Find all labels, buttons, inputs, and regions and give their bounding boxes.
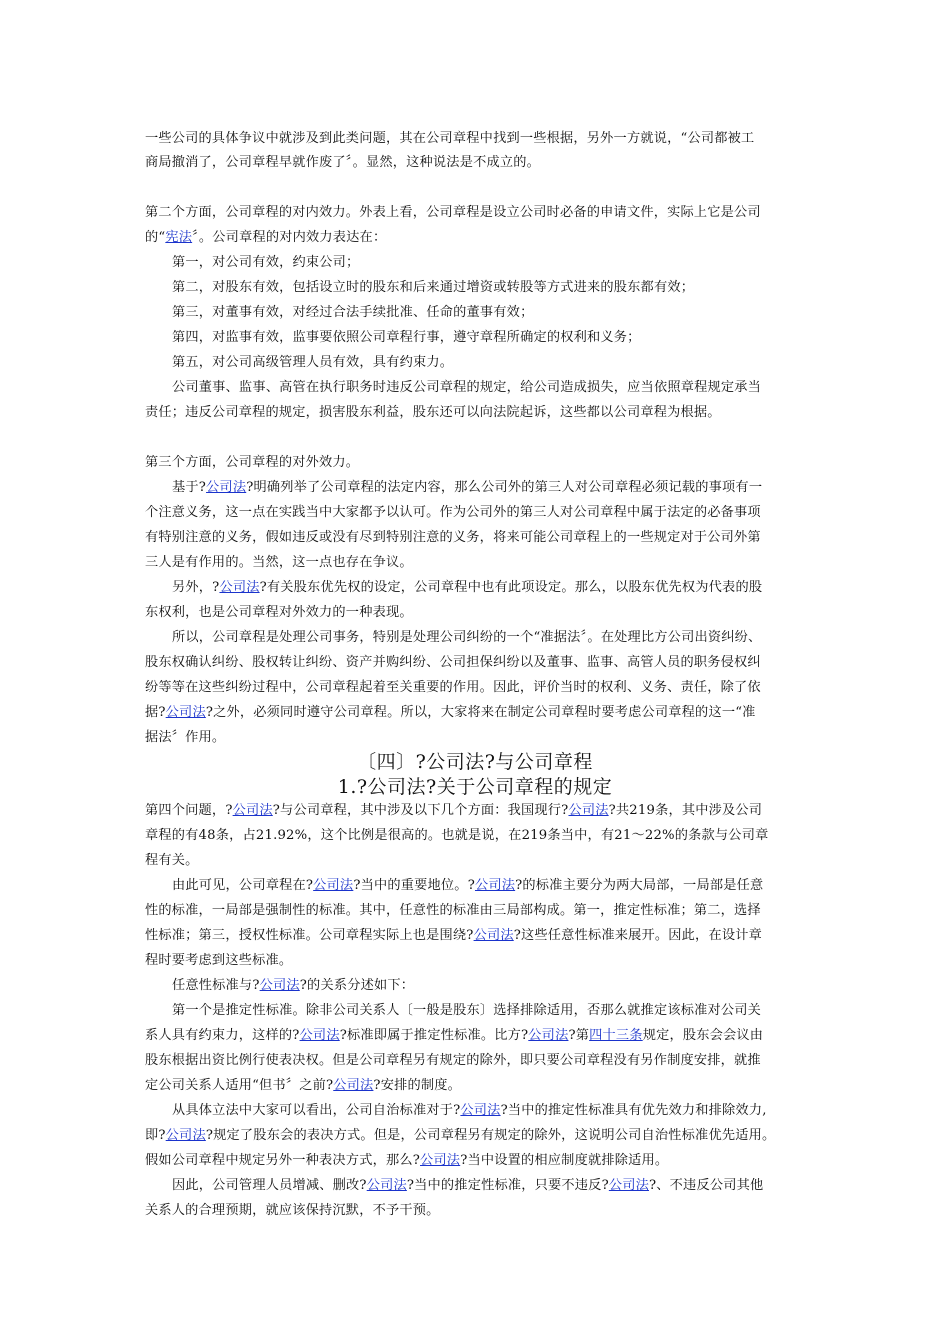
text-segment: ?当中的重要地位。? xyxy=(353,878,475,893)
law-link[interactable]: 公司法 xyxy=(165,705,206,720)
text-segment: 由此可见，公司章程在? xyxy=(172,878,314,893)
text-segment: ?标准即属于推定性标准。比方? xyxy=(339,1028,529,1043)
text-line: 关系人的合理预期，就应该保持沉默，不予干预。 xyxy=(145,1203,440,1218)
text-segment: 基于? xyxy=(172,480,207,495)
text-segment: 即? xyxy=(145,1128,166,1143)
law-link[interactable]: 公司法 xyxy=(313,878,354,893)
text-line: 程时要考虑到这些标准。 xyxy=(145,953,293,968)
text-line: 一些公司的具体争议中就涉及到此类问题，其在公司章程中找到一些根据，另外一方就说，“公司都被工 xyxy=(145,131,755,146)
law-link[interactable]: 公司法 xyxy=(473,928,514,943)
law-link[interactable]: 公司法 xyxy=(460,1103,501,1118)
text-segment: 规定，股东会会议由 xyxy=(642,1028,764,1043)
text-line: 所以，公司章程是处理公司事务，特别是处理公司纠纷的一个“准据法〞。在处理比方公司出资纠纷、 xyxy=(172,630,762,645)
text-segment: 假如公司章程中规定另外一种表决方式，那么? xyxy=(145,1153,421,1168)
text-segment: 系人具有约束力，这样的? xyxy=(145,1028,300,1043)
law-link[interactable]: 公司法 xyxy=(299,1028,340,1043)
text-segment: ?这些任意性标准来展开。因此，在设计章 xyxy=(513,928,762,943)
text-line: 股东权确认纠纷、股权转让纠纷、资产并购纠纷、公司担保纠纷以及董事、监事、高管人员的职务侵权纠 xyxy=(145,655,761,670)
text-line xyxy=(145,1027,825,1045)
law-link[interactable]: 公司法 xyxy=(420,1153,461,1168)
text-line xyxy=(172,479,827,497)
law-link[interactable]: 公司法 xyxy=(474,878,516,893)
text-segment: ?明确列举了公司章程的法定内容，那么公司外的第三人对公司章程必须记载的事项有一 xyxy=(246,480,763,495)
text-line: 据法〞作用。 xyxy=(145,730,226,745)
text-line: 第三个方面，公司章程的对外效力。 xyxy=(145,455,360,470)
law-link[interactable]: 公司法 xyxy=(165,1128,206,1143)
text-segment: ?安排的制度。 xyxy=(373,1078,462,1093)
text-line xyxy=(172,877,827,895)
law-link[interactable]: 公司法 xyxy=(259,978,300,993)
text-line xyxy=(145,229,825,247)
text-segment: ?当中设置的相应制度就排除适用。 xyxy=(460,1153,669,1168)
text-line: 责任；违反公司章程的规定，损害股东利益，股东还可以向法院起诉，这些都以公司章程为根据。 xyxy=(145,405,721,420)
text-line xyxy=(172,1177,827,1195)
text-segment: ?当中的推定性标准，只要不违反? xyxy=(406,1178,609,1193)
text-segment: ?的关系分述如下： xyxy=(299,978,415,993)
law-link[interactable]: 公司法 xyxy=(333,1078,374,1093)
text-segment: ?之外，必须同时遵守公司章程。所以，大家将来在制定公司章程时要考虑公司章程的这一“准 xyxy=(205,705,756,720)
section-heading: 〔四〕?公司法?与公司章程 xyxy=(357,751,593,773)
text-line: 章程的有48条，占21.92%，这个比例是很高的。也就是说，在219条当中，有21～22%的条款与公司章 xyxy=(145,828,769,843)
text-line: 纷等等在这些纠纷过程中，公司章程起着至关重要的作用。因此，评价当时的权利、义务、责任，除了依 xyxy=(145,680,761,695)
text-line: 个注意义务，这一点在实践当中大家都予以认可。作为公司外的第三人对公司章程中属于法定的必备事项 xyxy=(145,505,761,520)
text-segment: ?、不违反公司其他 xyxy=(649,1178,764,1193)
text-segment: ?第 xyxy=(568,1028,590,1043)
text-line xyxy=(145,1152,825,1170)
text-segment: 从具体立法中大家可以看出，公司自治标准对于? xyxy=(172,1103,461,1118)
text-segment: 定公司关系人适用“但书〞之前? xyxy=(145,1078,334,1093)
text-line: 股东根据出资比例行使表决权。但是公司章程另有规定的除外，即只要公司章程没有另作制度安排，就推 xyxy=(145,1053,761,1068)
section-heading: 1.?公司法?关于公司章程的规定 xyxy=(337,776,613,798)
text-line: 有特别注意的义务，假如违反或没有尽到特别注意的义务，将来可能公司章程上的一些规定对于公司外第 xyxy=(145,530,761,545)
text-line xyxy=(172,1102,827,1120)
text-line xyxy=(145,1127,825,1145)
text-segment: 另外，? xyxy=(172,580,220,595)
text-line: 第二个方面，公司章程的对内效力。外表上看，公司章程是设立公司时必备的申请文件，实际上它是公司 xyxy=(145,205,761,220)
text-line xyxy=(145,802,825,820)
text-line xyxy=(172,579,827,597)
text-segment: ?的标准主要分为两大局部，一局部是任意 xyxy=(515,878,764,893)
text-line xyxy=(172,977,827,995)
text-segment: 性标准；第三，授权性标准。公司章程实际上也是围绕? xyxy=(145,928,474,943)
law-link[interactable]: 公司法 xyxy=(568,803,609,818)
law-link[interactable]: 宪法 xyxy=(165,230,193,245)
text-segment: 任意性标准与? xyxy=(172,978,260,993)
text-line xyxy=(145,704,825,722)
text-line: 东权利，也是公司章程对外效力的一种表现。 xyxy=(145,605,413,620)
text-line: 第二，对股东有效，包括设立时的股东和后来通过增资或转股等方式进来的股东都有效； xyxy=(172,280,695,295)
law-link[interactable]: 公司法 xyxy=(608,1178,650,1193)
law-link[interactable]: 四十三条 xyxy=(589,1028,643,1043)
text-line: 公司董事、监事、高管在执行职务时违反公司章程的规定，给公司造成损失，应当依照章程规定承当 xyxy=(172,380,762,395)
text-segment: 因此，公司管理人员增减、删改? xyxy=(172,1178,367,1193)
text-line: 第一，对公司有效，约束公司； xyxy=(172,255,360,270)
text-segment: ?规定了股东会的表决方式。但是，公司章程另有规定的除外，这说明公司自治性标准优先适用。 xyxy=(205,1128,776,1143)
text-line: 性的标准，一局部是强制性的标准。其中，任意性的标准由三局部构成。第一，推定性标准；第二，选择 xyxy=(145,903,761,918)
law-link[interactable]: 公司法 xyxy=(528,1028,569,1043)
text-segment: 〞。公司章程的对内效力表达在： xyxy=(192,230,387,245)
text-segment: 第四个问题，? xyxy=(145,803,233,818)
law-link[interactable]: 公司法 xyxy=(219,580,260,595)
text-line: 商局撤消了，公司章程早就作废了〞。显然，这种说法是不成立的。 xyxy=(145,155,541,170)
law-link[interactable]: 公司法 xyxy=(366,1178,407,1193)
law-link[interactable]: 公司法 xyxy=(232,803,273,818)
text-line xyxy=(145,927,825,945)
text-segment: ?共219条，其中涉及公司 xyxy=(608,803,763,818)
text-segment: 的“ xyxy=(145,230,166,245)
text-line xyxy=(145,1077,825,1095)
text-segment: 据? xyxy=(145,705,166,720)
text-segment: ?当中的推定性标准具有优先效力和排除效力, xyxy=(500,1103,767,1118)
text-line: 程有关。 xyxy=(145,853,199,868)
text-segment: ?与公司章程，其中涉及以下几个方面：我国现行? xyxy=(272,803,569,818)
text-line: 第一个是推定性标准。除非公司关系人〔一般是股东〕选择排除适用，否那么就推定该标准对公司关 xyxy=(172,1003,762,1018)
text-segment: ?有关股东优先权的设定，公司章程中也有此项设定。那么，以股东优先权为代表的股 xyxy=(259,580,763,595)
law-link[interactable]: 公司法 xyxy=(206,480,247,495)
text-line: 三人是有作用的。当然，这一点也存在争议。 xyxy=(145,555,413,570)
text-line: 第三，对董事有效，对经过合法手续批准、任命的董事有效； xyxy=(172,305,534,320)
text-line: 第五，对公司高级管理人员有效，具有约束力。 xyxy=(172,355,454,370)
text-line: 第四，对监事有效，监事要依照公司章程行事，遵守章程所确定的权利和义务； xyxy=(172,330,641,345)
